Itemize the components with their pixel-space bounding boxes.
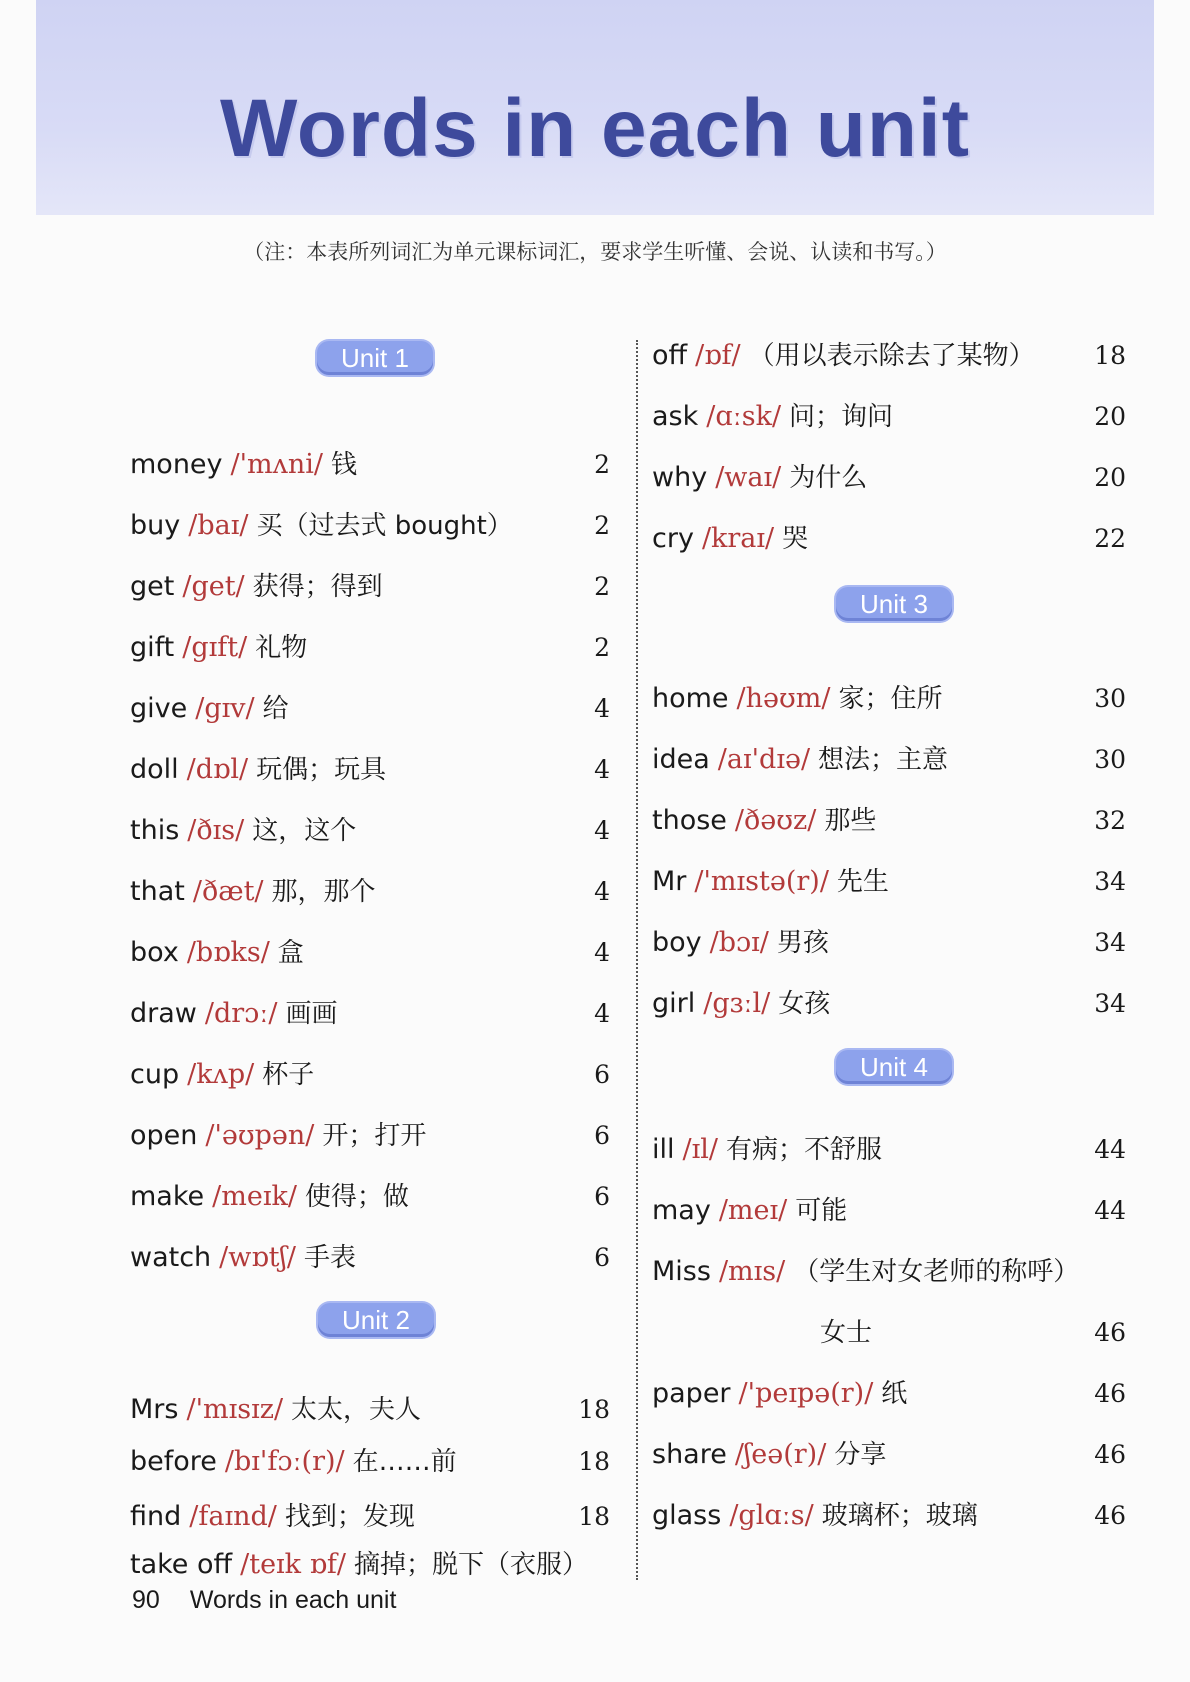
entry-phonetic: /meɪ/ [718,1195,788,1226]
entry-meaning: （学生对女老师的称呼） [793,1257,1080,1287]
footer-page-number: 90 [132,1586,160,1614]
entry-meaning: 有病；不舒服 [725,1135,882,1165]
vocab-entry [652,860,1126,904]
entry-page: 4 [594,816,610,845]
entry-page: 20 [1094,463,1126,492]
entry-meaning: 开；打开 [322,1121,427,1151]
entry-meaning: 玩偶；玩具 [256,755,387,785]
entry-word: off [652,340,688,371]
entry-page: 18 [578,1447,610,1476]
entry-page: 44 [1094,1196,1126,1225]
entry-page: 2 [594,450,610,479]
entry-phonetic: /ðəʊz/ [734,805,817,836]
entry-page: 4 [594,694,610,723]
vocab-entry [652,1494,1126,1538]
vocab-entry-continuation [652,1311,1126,1355]
vocab-entry [130,1543,610,1587]
entry-phonetic: /həʊm/ [736,683,831,714]
entry-page: 4 [594,999,610,1028]
vocab-entry [130,1388,610,1432]
entry-word: doll [130,754,179,785]
entry-phonetic: /dɒl/ [186,754,249,785]
entry-word: watch [130,1242,212,1273]
entry-page: 46 [1094,1379,1126,1408]
entry-phonetic: /get/ [182,571,245,602]
entry-phonetic: /faɪnd/ [189,1501,277,1532]
entry-page: 6 [594,1060,610,1089]
unit-1-badge: Unit 1 [317,341,433,375]
entry-word: cup [130,1059,180,1090]
entry-word: take off [130,1549,233,1580]
vocab-entry [652,799,1126,843]
vocab-entry [652,1372,1126,1416]
entry-word: buy [130,510,181,541]
vocab-entry [130,931,610,975]
entry-page: 2 [594,633,610,662]
entry-word: open [130,1120,198,1151]
entry-page: 6 [594,1243,610,1272]
entry-page: 34 [1094,928,1126,957]
vocab-entry [652,677,1126,721]
vocab-entry [652,1189,1126,1233]
entry-phonetic: /baɪ/ [188,510,249,541]
entry-phonetic: /'mɪstə(r)/ [694,866,829,897]
entry-word: idea [652,744,710,775]
entry-word: those [652,805,727,836]
entry-meaning: 摘掉；脱下（衣服） [354,1550,589,1580]
entry-phonetic: /ɒf/ [695,340,741,371]
entry-page: 46 [1094,1501,1126,1530]
entry-meaning: 手表 [303,1243,356,1273]
vocab-entry [652,1433,1126,1477]
entry-page: 46 [1094,1318,1126,1347]
unit-4-badge: Unit 4 [836,1050,952,1084]
entry-phonetic: /'mʌni/ [230,449,324,480]
vocab-entry [130,626,610,670]
entry-meaning: 杯子 [262,1060,315,1090]
page-note: （注：本表所列词汇为单元课标词汇，要求学生听懂、会说、认读和书写。） [243,240,947,264]
entry-meaning: 为什么 [789,463,868,493]
page-footer [132,1586,396,1615]
entry-word: cry [652,523,694,554]
entry-page: 2 [594,511,610,540]
entry-phonetic: /'peɪpə(r)/ [738,1378,874,1409]
entry-phonetic: /bɪ'fɔː(r)/ [224,1446,345,1477]
entry-word: paper [652,1378,731,1409]
entry-meaning: 想法；主意 [818,745,949,775]
vocab-entry [652,1250,1126,1294]
entry-page: 22 [1094,524,1126,553]
entry-page: 34 [1094,867,1126,896]
vocab-entry [652,395,1126,439]
entry-meaning: 在……前 [352,1447,457,1477]
entry-meaning: 家；住所 [838,684,943,714]
entry-meaning: 找到；发现 [284,1502,415,1532]
entry-word: girl [652,988,696,1019]
entry-phonetic: /gɜːl/ [703,988,771,1019]
vocab-entry [130,870,610,914]
entry-word: Miss [652,1256,711,1287]
entry-meaning: 问；询问 [789,402,894,432]
entry-page: 18 [578,1502,610,1531]
entry-meaning: 先生 [836,867,889,897]
vocab-entry [130,1175,610,1219]
entry-phonetic: /kraɪ/ [701,523,775,554]
entry-word: find [130,1501,182,1532]
vocab-entry [652,921,1126,965]
entry-word: ask [652,401,699,432]
entry-word: may [652,1195,711,1226]
entry-phonetic: /mɪs/ [718,1256,786,1287]
entry-page: 20 [1094,402,1126,431]
entry-word: Mrs [130,1394,179,1425]
entry-word: give [130,693,188,724]
entry-meaning: 给 [262,694,289,724]
unit-2-badge: Unit 2 [318,1303,434,1337]
entry-word: this [130,815,180,846]
footer-title: Words in each unit [189,1586,397,1614]
column-divider [636,340,638,1580]
entry-page: 30 [1094,745,1126,774]
entry-page: 32 [1094,806,1126,835]
entry-meaning: 可能 [795,1196,848,1226]
vocab-entry [652,738,1126,782]
entry-word: why [652,462,708,493]
vocab-entry [130,565,610,609]
entry-phonetic: /kʌp/ [187,1059,255,1090]
entry-word: that [130,876,185,907]
entry-word: money [130,449,223,480]
entry-phonetic: /gɪv/ [195,693,255,724]
entry-page: 34 [1094,989,1126,1018]
entry-meaning: 女孩 [778,989,831,1019]
entry-page: 44 [1094,1135,1126,1164]
vocab-entry [130,809,610,853]
vocab-entry [130,748,610,792]
entry-phonetic: /aɪ'dɪə/ [717,744,811,775]
entry-meaning: 盒 [277,938,304,968]
entry-page: 6 [594,1121,610,1150]
entry-page: 4 [594,877,610,906]
entry-word: ill [652,1134,675,1165]
entry-word: box [130,937,179,968]
entry-phonetic: /wɒtʃ/ [219,1242,296,1273]
entry-phonetic: /glɑːs/ [729,1500,814,1531]
entry-phonetic: /'əʊpən/ [205,1120,315,1151]
vocab-entry [652,982,1126,1026]
entry-word: gift [130,632,175,663]
entry-page: 18 [578,1395,610,1424]
entry-phonetic: /ðæt/ [192,876,264,907]
entry-meaning: （用以表示除去了某物） [748,341,1035,371]
entry-meaning: 买（过去式 bought） [256,511,513,541]
entry-page: 6 [594,1182,610,1211]
entry-phonetic: /ɪl/ [682,1134,718,1165]
entry-meaning: 画画 [285,999,338,1029]
entry-word: home [652,683,729,714]
entry-word: draw [130,998,197,1029]
entry-word: before [130,1446,217,1477]
vocab-entry [130,1114,610,1158]
vocab-entry [130,1053,610,1097]
entry-meaning: 这，这个 [252,816,357,846]
entry-word: get [130,571,175,602]
vocab-entry [130,504,610,548]
vocab-entry [130,687,610,731]
entry-phonetic: /ʃeə(r)/ [734,1439,827,1470]
entry-meaning: 纸 [881,1379,908,1409]
entry-meaning: 玻璃杯；玻璃 [821,1501,978,1531]
entry-phonetic: /ɑːsk/ [706,401,782,432]
entry-word: glass [652,1500,722,1531]
entry-page: 4 [594,755,610,784]
entry-meaning: 钱 [331,450,358,480]
entry-phonetic: /bɔɪ/ [709,927,769,958]
vocab-entry [652,456,1126,500]
page-title: Words in each unit [220,83,970,174]
entry-meaning: 哭 [782,524,809,554]
entry-meaning: 礼物 [255,633,308,663]
vocab-entry [130,992,610,1036]
entry-page: 4 [594,938,610,967]
entry-word: Mr [652,866,687,897]
entry-page: 30 [1094,684,1126,713]
entry-meaning: 女士 [820,1318,873,1348]
entry-phonetic: /drɔː/ [204,998,278,1029]
entry-meaning: 太太，夫人 [291,1395,422,1425]
entry-phonetic: /bɒks/ [186,937,270,968]
vocab-entry [130,1236,610,1280]
entry-phonetic: /teɪk ɒf/ [240,1549,347,1580]
vocab-entry [130,443,610,487]
vocab-entry [652,517,1126,561]
entry-word: make [130,1181,205,1212]
entry-meaning: 那，那个 [271,877,376,907]
entry-meaning: 获得；得到 [252,572,383,602]
entry-word: share [652,1439,727,1470]
entry-meaning: 使得；做 [304,1182,409,1212]
entry-page: 2 [594,572,610,601]
entry-page: 46 [1094,1440,1126,1469]
entry-meaning: 分享 [834,1440,887,1470]
vocab-entry [652,1128,1126,1172]
entry-page: 18 [1094,341,1126,370]
entry-word: boy [652,927,702,958]
entry-meaning: 男孩 [776,928,829,958]
vocab-entry [130,1495,610,1539]
unit-3-badge: Unit 3 [836,587,952,621]
entry-phonetic: /'mɪsɪz/ [186,1394,284,1425]
entry-phonetic: /meɪk/ [212,1181,297,1212]
entry-phonetic: /waɪ/ [715,462,782,493]
entry-meaning: 那些 [824,806,877,836]
entry-phonetic: /ðɪs/ [187,815,245,846]
entry-phonetic: /gɪft/ [182,632,248,663]
vocab-entry [652,334,1126,378]
vocab-entry [130,1440,610,1484]
